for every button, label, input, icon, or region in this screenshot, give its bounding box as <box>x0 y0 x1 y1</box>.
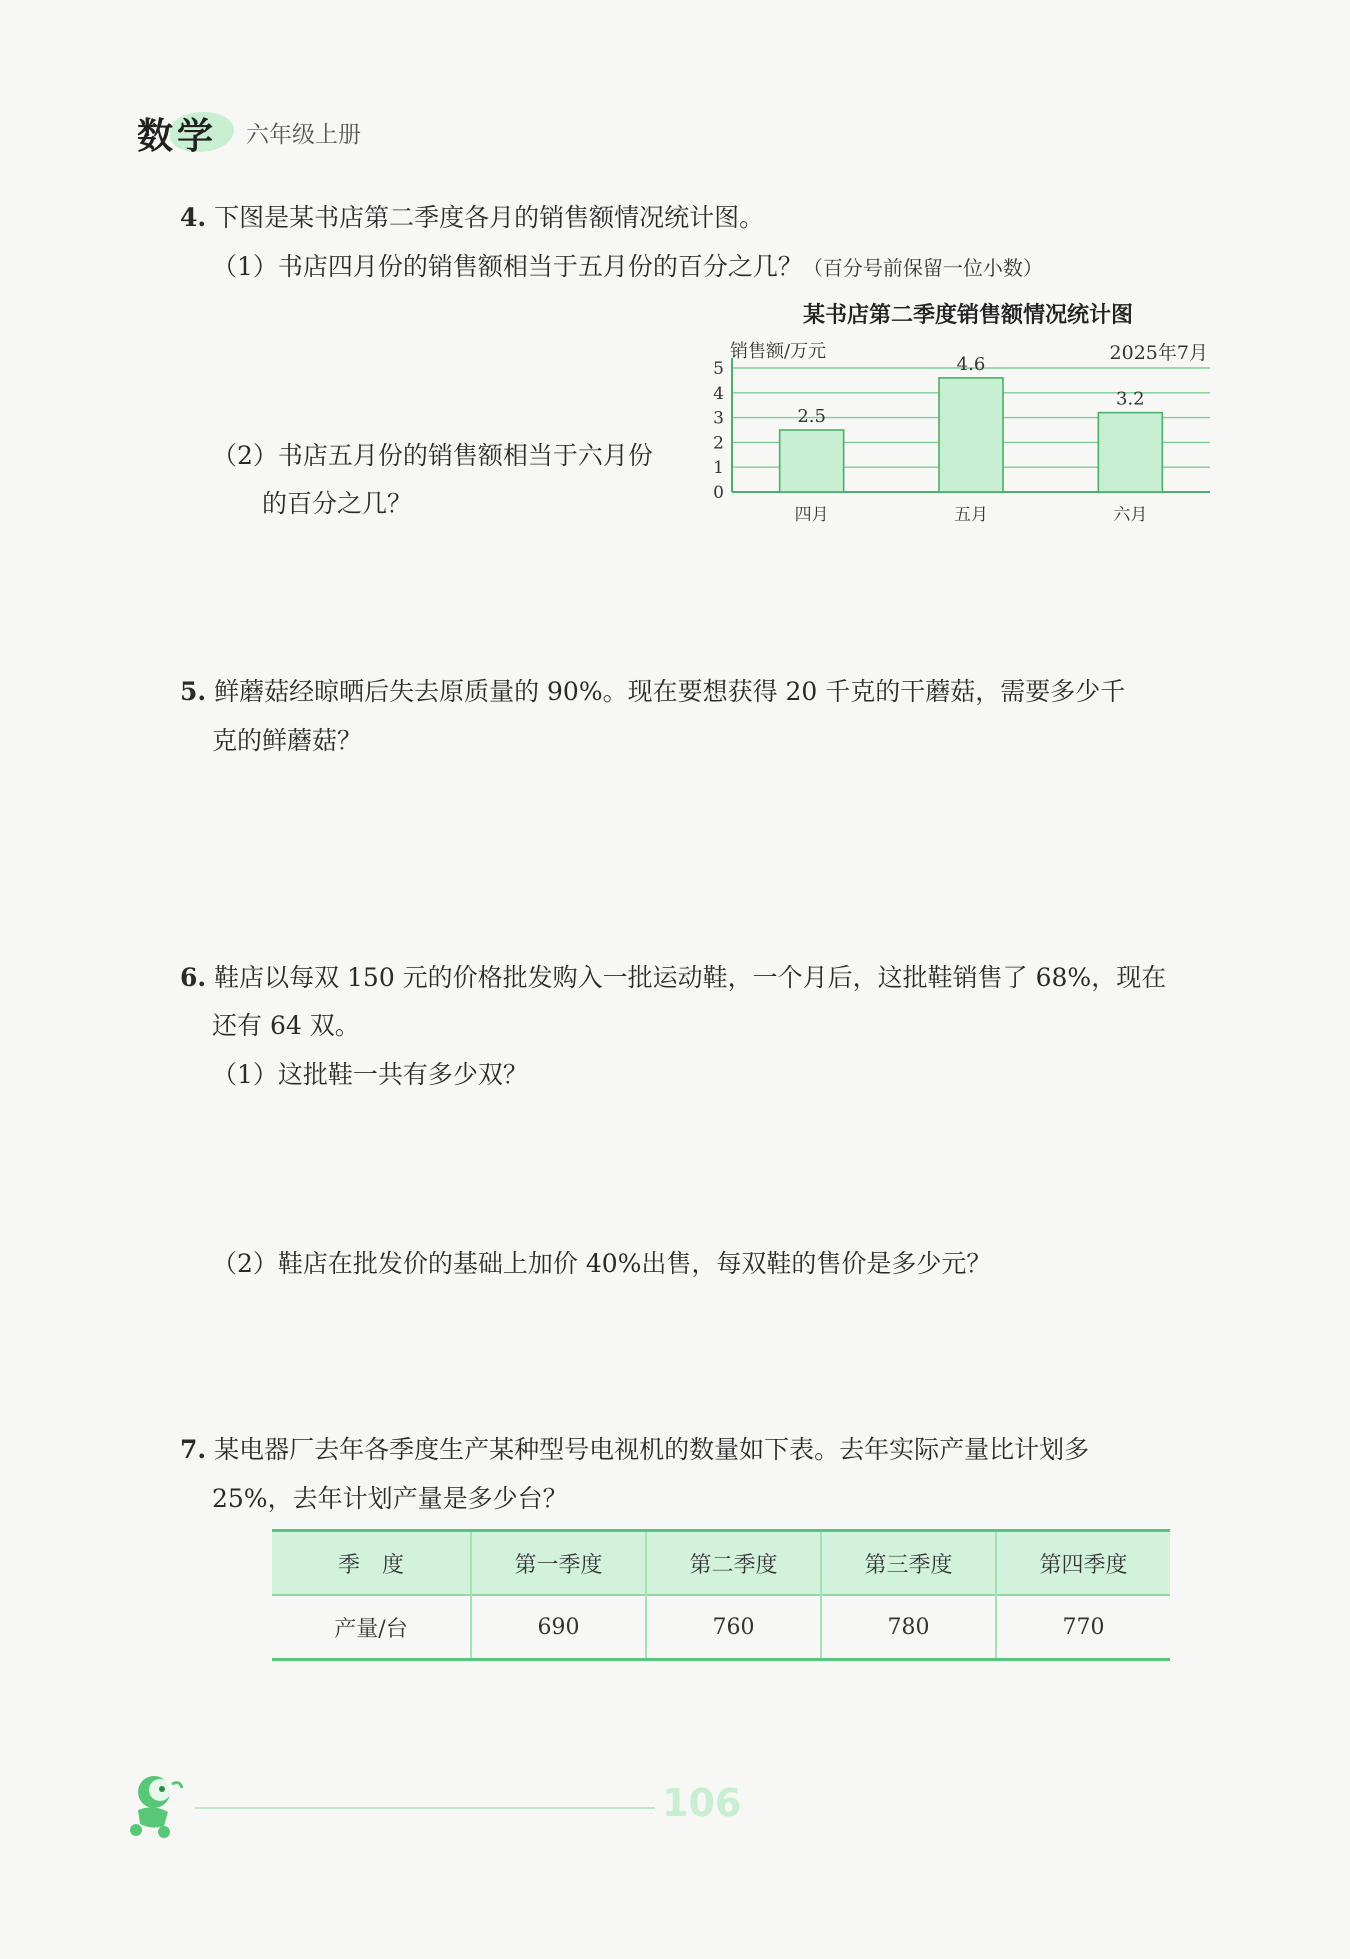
chart-y-tick-label: 0 <box>713 483 724 503</box>
chart-y-tick-label: 3 <box>713 408 724 429</box>
sales-bar-chart <box>700 290 1220 540</box>
question-6-line-2: 还有 64 双。 <box>212 1011 360 1040</box>
question-text: 鞋店以每双 150 元的价格批发购入一批运动鞋，一个月后，这批鞋销售了 68%，现在 <box>214 963 1167 992</box>
chart-y-tick-label: 5 <box>713 359 724 379</box>
question-4-part-1 <box>212 243 1043 292</box>
question-5-line-2: 克的鲜蘑菇？ <box>212 726 363 755</box>
table-header-cell: 第四季度 <box>996 1531 1170 1596</box>
chart-bars <box>780 378 1163 492</box>
question-6-part-2: （2）鞋店在批发价的基础上加价 40%出售，每双鞋的售价是多少元？ <box>212 1249 992 1278</box>
subject-title: 数学 <box>137 116 218 157</box>
question-number: 6. <box>180 963 207 992</box>
table-cell: 770 <box>1062 1614 1105 1640</box>
chart-y-tick-label: 4 <box>713 383 724 404</box>
sub-question-note: （百分号前保留一位小数） <box>802 256 1043 280</box>
question-6-line-1 <box>180 954 1166 1002</box>
table-header-cell: 第二季度 <box>646 1531 821 1596</box>
question-7-line-2: 25%，去年计划产量是多少台？ <box>212 1484 568 1513</box>
chart-x-labels <box>795 505 1148 525</box>
sub-question-text: （1）书店四月份的销售额相当于五月份的百分之几？ <box>212 252 803 281</box>
question-4-part-2-line-1: （2）书店五月份的销售额相当于六月份 <box>212 441 653 470</box>
chart-y-axis-label: 销售额/万元 <box>730 341 827 362</box>
chart-value-label: 2.5 <box>797 406 826 427</box>
grade-label: 六年级上册 <box>246 122 361 148</box>
table-cell: 产量/台 <box>272 1595 471 1660</box>
footer-line <box>195 1807 655 1809</box>
question-text: 鲜蘑菇经晾晒后失去原质量的 90%。现在要想获得 20 千克的干蘑菇，需要多少千 <box>214 677 1126 706</box>
question-4-part-2-line-2: 的百分之几？ <box>262 489 413 518</box>
chart-value-label: 4.6 <box>956 353 986 375</box>
table-header-row <box>272 1531 1170 1596</box>
table-cell: 760 <box>646 1595 821 1660</box>
chart-value-label: 3.2 <box>1116 388 1145 410</box>
table-cell: 780 <box>821 1595 996 1660</box>
page-number: 106 <box>662 1781 742 1825</box>
chart-bar <box>1098 413 1162 492</box>
chart-bar <box>939 378 1003 492</box>
chart-x-tick-label: 四月 <box>794 505 829 525</box>
chart-x-tick-label: 五月 <box>954 505 988 525</box>
question-number: 7. <box>180 1435 207 1464</box>
chart-y-tick-label: 2 <box>713 433 724 454</box>
table-row <box>272 1595 1170 1660</box>
table-header-cell: 第三季度 <box>821 1531 996 1596</box>
table-header-cell: 季 度 <box>272 1531 471 1596</box>
chart-y-ticks <box>713 359 724 503</box>
question-text: 下图是某书店第二季度各月的销售额情况统计图。 <box>214 203 765 232</box>
chart-bar <box>780 430 844 492</box>
chart-y-tick-label: 1 <box>713 458 724 479</box>
question-7-line-1 <box>180 1426 1089 1474</box>
chart-title: 某书店第二季度销售额情况统计图 <box>802 303 1134 328</box>
question-number: 5. <box>180 677 207 706</box>
table-cell: 690 <box>471 1595 646 1660</box>
question-6-part-1: （1）这批鞋一共有多少双？ <box>212 1060 528 1089</box>
table-header-cell: 第一季度 <box>471 1531 646 1596</box>
chart-x-tick-label: 六月 <box>1113 505 1148 525</box>
question-5-line-1 <box>180 668 1125 716</box>
chart-date-note: 2025年7月 <box>1109 342 1208 364</box>
question-4 <box>180 194 764 242</box>
question-number: 4. <box>180 203 207 232</box>
question-text: 某电器厂去年各季度生产某种型号电视机的数量如下表。去年实际产量比计划多 <box>214 1435 1090 1464</box>
mascot-icon <box>124 1770 196 1840</box>
production-table <box>272 1529 1170 1661</box>
